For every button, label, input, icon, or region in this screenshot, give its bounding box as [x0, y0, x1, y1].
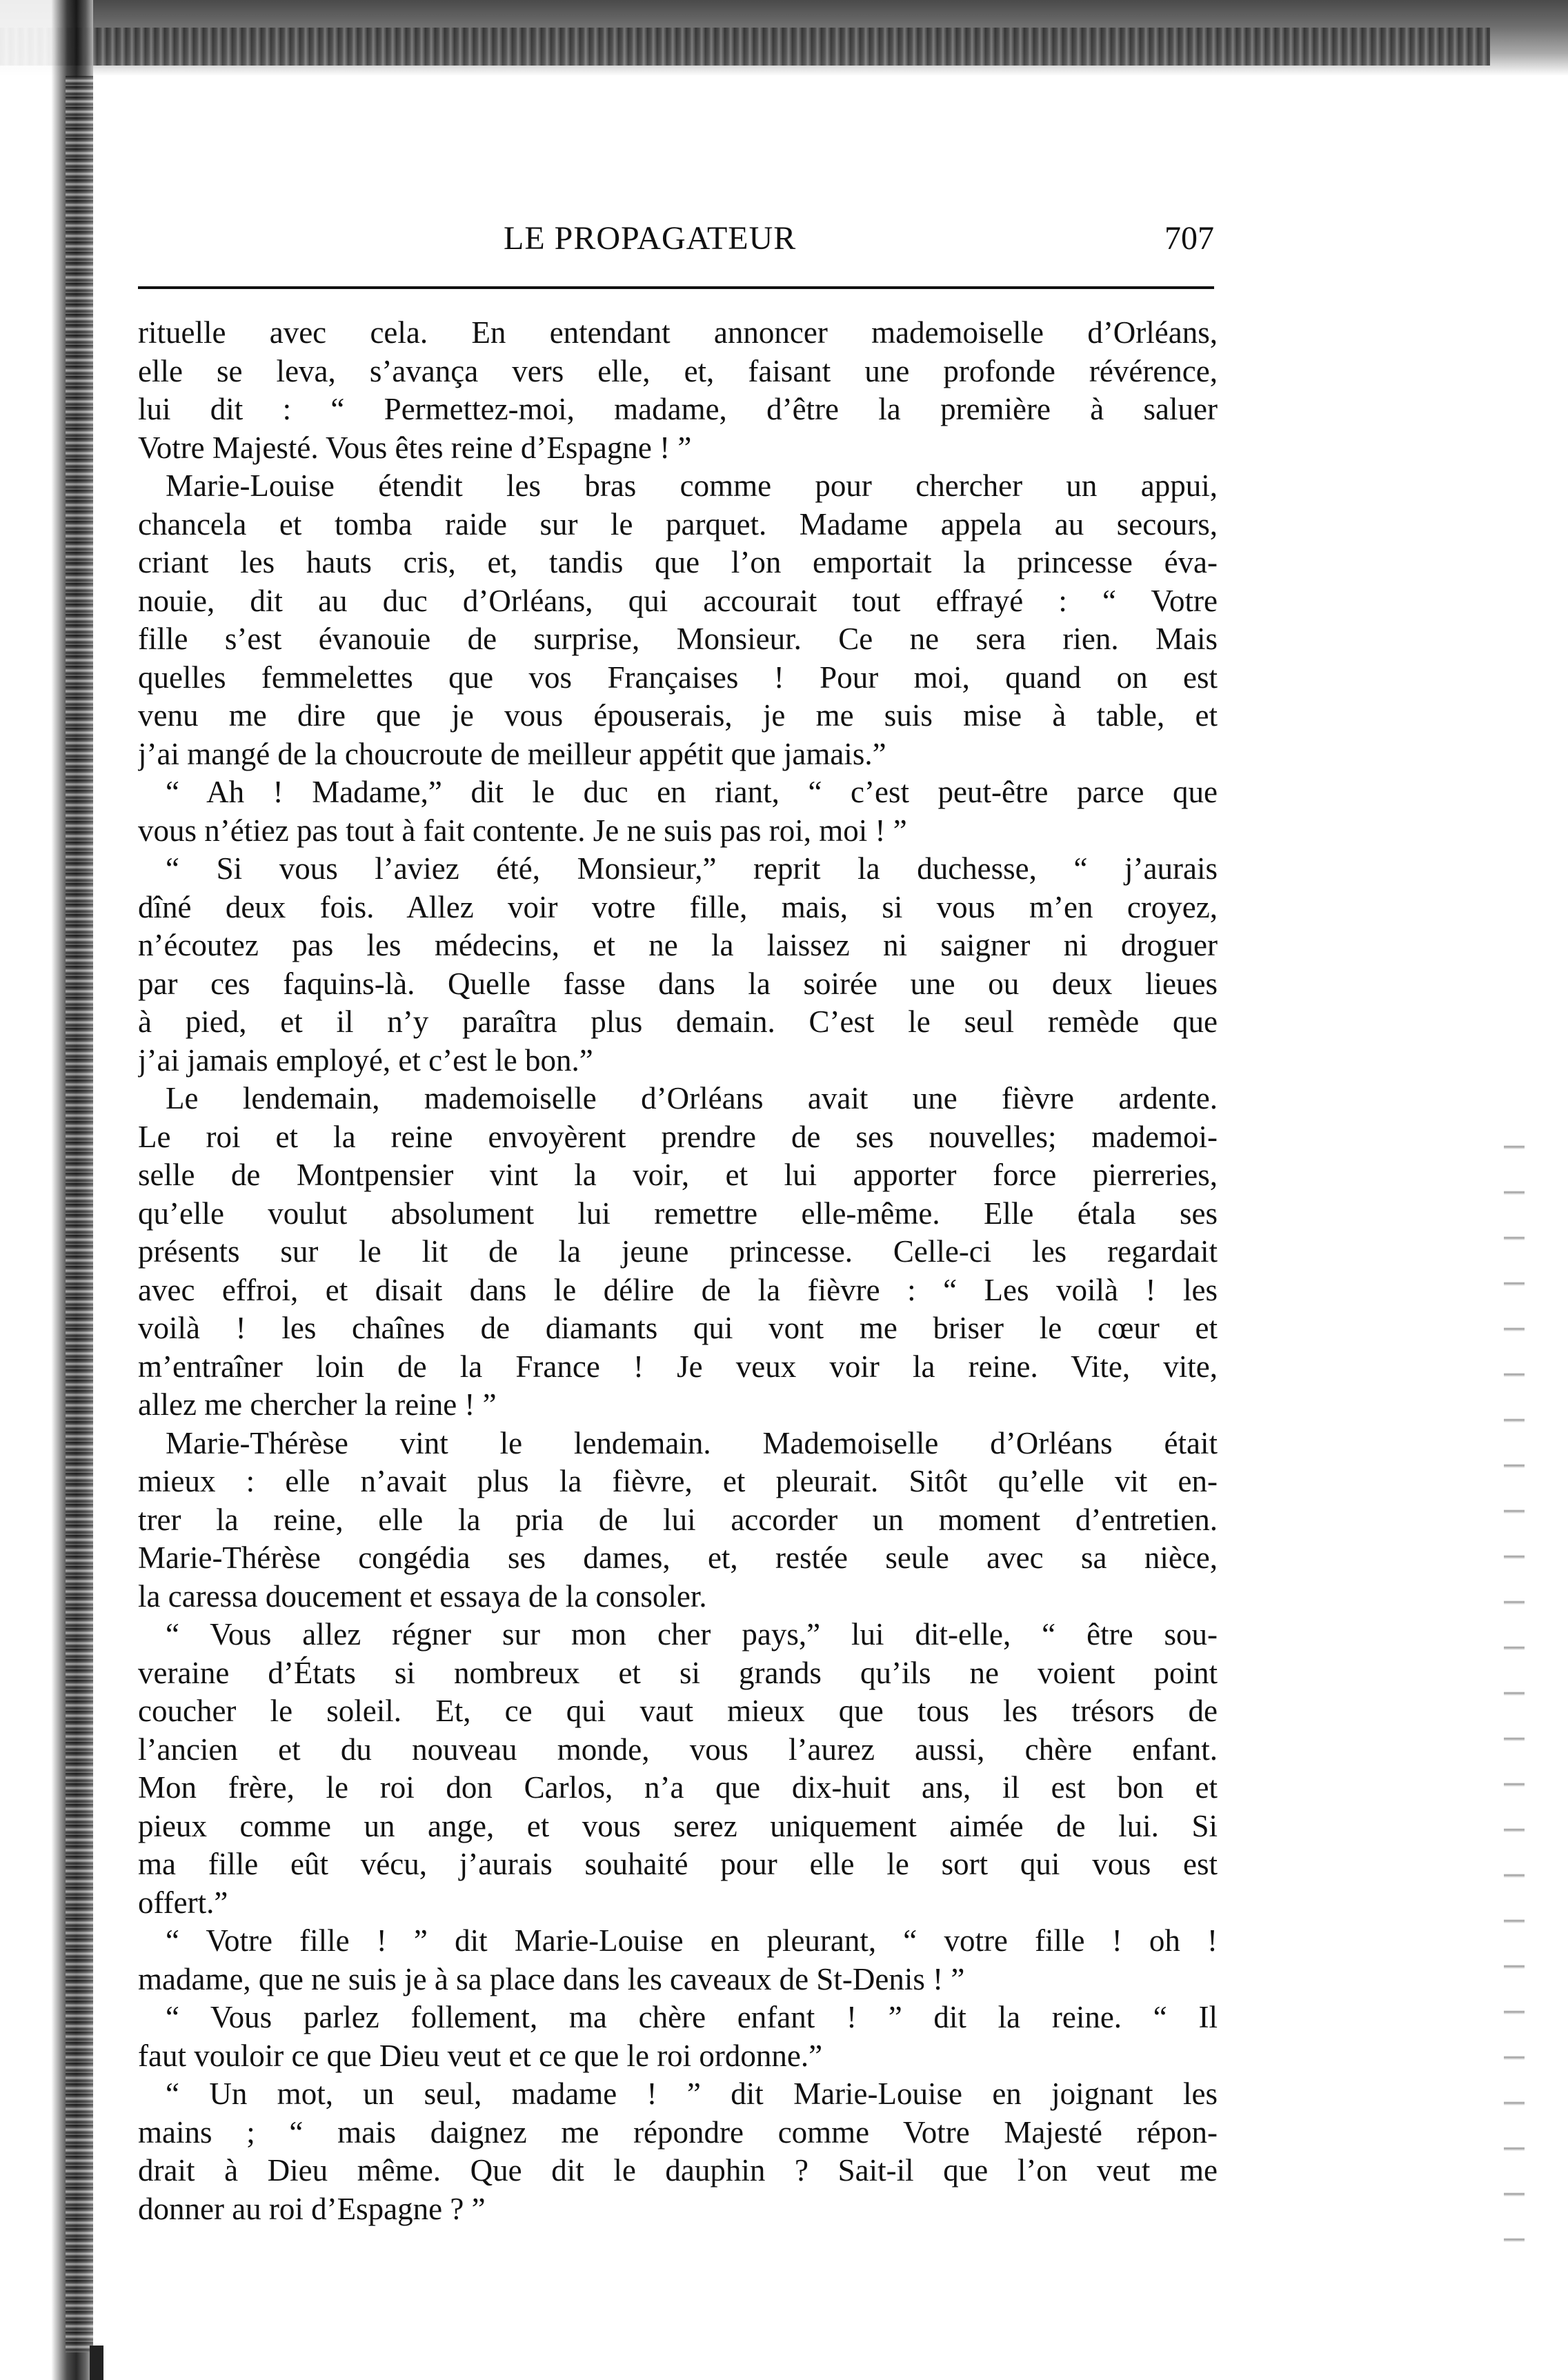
text-line: “ Votre fille ! ” dit Marie-Louise en pleurant, “ votre fille ! oh !	[166, 1923, 1218, 1958]
scan-right-noise	[1504, 1104, 1525, 2277]
text-line: j’ai jamais employé, et c’est le bon.”	[138, 1042, 593, 1078]
text-line: drait à Dieu même. Que dit le dauphin ? Sait-il que l’on veut me	[138, 2153, 1218, 2188]
text-line: venu me dire que je vous épouserais, je me suis mise à table, et	[138, 698, 1218, 733]
text-line: allez me chercher la reine ! ”	[138, 1387, 497, 1422]
text-line: chancela et tomba raide sur le parquet. Madame appela au secours,	[138, 506, 1218, 542]
text-line: “ Un mot, un seul, madame ! ” dit Marie-Louise en joignant les	[166, 2076, 1218, 2111]
text-line: voilà ! les chaînes de diamants qui vont me briser le cœur et	[138, 1311, 1218, 1345]
text-line: à pied, et il n’y paraîtra plus demain. C’est le seul remède que	[138, 1004, 1218, 1039]
text-line: nouie, dit au duc d’Orléans, qui accourait tout effrayé : “ Votre	[138, 583, 1218, 618]
text-line: Le lendemain, mademoiselle d’Orléans avait une fièvre ardente.	[166, 1081, 1218, 1115]
body-text	[138, 314, 1218, 2228]
text-line: criant les hauts cris, et, tandis que l’on emportait la princesse éva-	[138, 545, 1218, 579]
header-rule	[138, 286, 1214, 289]
scan-top-shadow	[0, 28, 1490, 66]
text-line: offert.”	[138, 1885, 228, 1920]
text-line: “ Vous parlez follement, ma chère enfant ! ” dit la reine. “ Il	[166, 2000, 1218, 2034]
text-line: présents sur le lit de la jeune princesse. Celle-ci les regardait	[138, 1234, 1218, 1269]
text-line: l’ancien et du nouveau monde, vous l’aurez aussi, chère enfant.	[138, 1732, 1218, 1767]
text-line: Votre Majesté. Vous êtes reine d’Espagne ! ”	[138, 430, 692, 465]
text-line: qu’elle voulut absolument lui remettre elle-même. Elle étala ses	[138, 1196, 1218, 1231]
text-line: par ces faquins-là. Quelle fasse dans la soirée une ou deux lieues	[138, 966, 1218, 1001]
text-line: Le roi et la reine envoyèrent prendre de ses nouvelles; mademoi-	[138, 1119, 1218, 1154]
text-line: fille s’est évanouie de surprise, Monsieur. Ce ne sera rien. Mais	[138, 622, 1218, 656]
page-number: 707	[1164, 220, 1214, 257]
text-line: Marie-Louise étendit les bras comme pour chercher un appui,	[166, 468, 1218, 503]
text-line: veraine d’États si nombreux et si grands qu’ils ne voient point	[138, 1655, 1218, 1690]
text-line: rituelle avec cela. En entendant annoncer mademoiselle d’Orléans,	[138, 315, 1218, 350]
text-line: selle de Montpensier vint la voir, et lui apporter force pierreries,	[138, 1158, 1218, 1192]
text-line: m’entraîner loin de la France ! Je veux voir la reine. Vite, vite,	[138, 1349, 1218, 1384]
text-line: dîné deux fois. Allez voir votre fille, mais, si vous m’en croyez,	[138, 889, 1218, 924]
text-line: faut vouloir ce que Dieu veut et ce que le roi ordonne.”	[138, 2038, 823, 2073]
text-line: mains ; “ mais daignez me répondre comme Votre Majesté répon-	[138, 2114, 1218, 2150]
text-line: quelles femmelettes que vos Françaises ! Pour moi, quand on est	[138, 660, 1218, 695]
text-line: la caressa doucement et essaya de la consoler.	[138, 1578, 707, 1614]
text-line: lui dit : “ Permettez-moi, madame, d’être la première à saluer	[138, 392, 1218, 426]
running-title: LE PROPAGATEUR	[504, 220, 797, 257]
text-line: “ Vous allez régner sur mon cher pays,” lui dit-elle, “ être sou-	[166, 1617, 1218, 1652]
text-line: Mon frère, le roi don Carlos, n’a que dix-huit ans, il est bon et	[138, 1770, 1218, 1805]
text-line: ma fille eût vécu, j’aurais souhaité pour elle le sort qui vous est	[138, 1847, 1218, 1881]
text-line: mieux : elle n’avait plus la fièvre, et pleurait. Sitôt qu’elle vit en-	[138, 1464, 1218, 1498]
text-line: pieux comme un ange, et vous serez uniquement aimée de lui. Si	[138, 1808, 1218, 1843]
text-line: madame, que ne suis je à sa place dans les caveaux de St-Denis ! ”	[138, 1961, 965, 1996]
text-line: “ Si vous l’aviez été, Monsieur,” reprit la duchesse, “ j’aurais	[166, 851, 1218, 886]
text-line: trer la reine, elle la pria de lui accorder un moment d’entretien.	[138, 1502, 1218, 1537]
scan-bottom-mark	[90, 2346, 103, 2380]
text-line: j’ai mangé de la choucroute de meilleur appétit que jamais.”	[138, 736, 886, 771]
text-line: Marie-Thérèse vint le lendemain. Mademoiselle d’Orléans était	[166, 1425, 1218, 1460]
text-line: coucher le soleil. Et, ce qui vaut mieux que tous les trésors de	[138, 1694, 1218, 1728]
text-line: Marie-Thérèse congédia ses dames, et, restée seule avec sa nièce,	[138, 1540, 1218, 1575]
text-line: donner au roi d’Espagne ? ”	[138, 2191, 486, 2226]
text-line: “ Ah ! Madame,” dit le duc en riant, “ c’est peut-être parce que	[166, 775, 1218, 809]
text-line: avec effroi, et disait dans le délire de la fièvre : “ Les voilà ! les	[138, 1272, 1218, 1307]
text-line: n’écoutez pas les médecins, et ne la laissez ni saigner ni droguer	[138, 928, 1218, 962]
text-line: elle se leva, s’avança vers elle, et, faisant une profonde révérence,	[138, 353, 1218, 388]
text-line: vous n’étiez pas tout à fait contente. Je ne suis pas roi, moi ! ”	[138, 813, 907, 848]
scan-left-noise	[66, 76, 93, 2352]
